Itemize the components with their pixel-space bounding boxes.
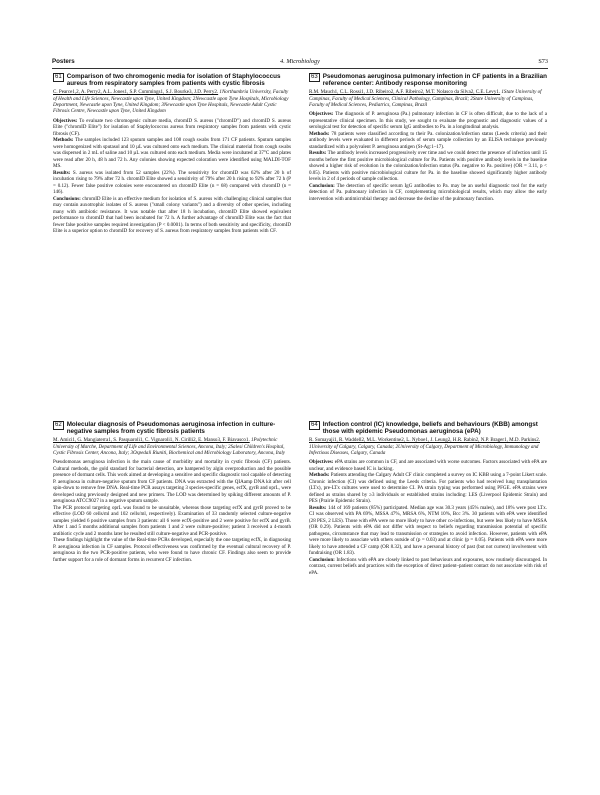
section-label: Objectives:: [309, 459, 334, 466]
section-label: Methods:: [309, 472, 330, 479]
affiliations: 1Polytechnic University of Marche, Department of Life and Environmental Sciences, Ancona, Italy; 2Salesi Children's Hospital, Cystic Fibrosis Center, Ancona, Italy; 3Ospedali Riuniti, Biochemical and Microbiology Laboratory, Ancona, Italy: [53, 437, 285, 456]
author-block: [309, 89, 547, 108]
conclusion-paragraph: [309, 183, 547, 203]
section-text: Patients attending the Calgary Adult CF clinic completed a survey on IC KBB using a 7-point Likert scale. Chronic infection (CI) was defined using the Leeds criteria. For patients who had received lung transplantation (LTx), pre-LTx cultures were used to determine CI. PA strain typing was performed using PFGE. ePA strains were defined as strains shared by ≥3 individuals or established strains including: LES (Liverpool Epidemic Strain) and PES (Prairie Epidemic Strain).: [309, 472, 548, 505]
section-label: Results:: [53, 169, 71, 176]
abstract-title-text: Comparison of two chromogenic media for isolation of Staphylococcus aureus from respiratory samples from patients with cystic fibrosis: [66, 73, 281, 88]
section-text: chromID Elite is an effective medium for isolation of S. aureus with challenging clinical samples that may contain auxotrophic isolates of S. aureus ("small colony variants") and a diversity of other species, including many with antibiotic resistance. It was notable that after 18 h incubation, chromID Elite showed equivalent performance to chromID that had been incubated for 72 h. A further advantage of chromID Elite was the fact that fewer false positive samples required investigation (P < 0.0001). In terms of both sensitivity and specificity, chromID Elite is a superior option to chromID for recovery of S. aureus from respiratory samples from patients with CF.: [53, 195, 292, 235]
abstract-title-text: Infection control (IC) knowledge, beliefs and behaviours (KBB) amongst those with epidemic Pseudomonas aeruginosa (ePA): [322, 421, 538, 436]
affiliations: 1Northumbria University, Faculty of Health and Life Sciences, Newcastle upon Tyne, United Kingdom; 2Newcastle upon Tyne Hospitals, Microbiology Department, Newcastle upon Tyne, United Kingdom; 3Newcastle upon Tyne Hospitals, Newcastle Adult Cystic Fibrosis Centre, Newcastle upon Tyne, United Kingdom: [53, 89, 289, 115]
section-text: The PCR protocol targeting oprL was found to be unsuitable, whereas those targeting ecfX and gyrB proved to be effective (LOD 60 cells/ml and 102 cells/ml, respectively). Examination of 33 randomly selected culture-negative samples yielded 6 positive samples from 3 patients: all 6 were ecfX-positive and 2 were positive for ecfX and gyrB. After 1 and 5 months additional samples from patients 1 and 2 were culture-positive; patient 3 received a 4-month antibiotic cycle and 2 months later he resulted still culture-negative and PCR-positive.: [53, 504, 291, 537]
results-paragraph: [309, 505, 547, 557]
section-text: S. aureus was isolated from 52 samples (22%). The sensitivity for chromID was 62% after 20 h of incubation rising to 79% after 72 h. chromID Elite showed a sensitivity of 79% after 20 h rising to 92% after 72 h (P = 0.12). Fewer false positive colonies were encountered on chromID Elite (n = 68) compared with chromID (n = 146).: [53, 169, 291, 196]
abstract-61: [53, 73, 291, 235]
section-label: Objectives:: [53, 117, 78, 124]
section-text: Pseudomonas aeruginosa infection is the main cause of morbidity and mortality in cystic fibrosis (CF) patients. Cultural methods, the gold standard for bacterial detection, are hampered by algin overproduction and the possible presence of dormant cells. This work aimed at developing a sensitive and specific diagnostic tool capable of detecting P. aeruginosa in culture-negative sputum from CF patients. DNA was extracted with the QIAamp DNA kit after cell spin-down to remove free DNA. Real-time PCR assays targeting 3 species-specific genes, ecfX, gyrB and oprL, were developed using previously designed and new primers. The LOD was determined by spiking different amounts of P. aeruginosa ATCC9027 in a negative sputum sample.: [53, 459, 291, 505]
abstract-title: [53, 421, 291, 435]
section-text: The diagnosis of P. aeruginosa (Pa.) pulmonary infection in CF is often difficult, due to the lack of a representative clinical specimen. In this study, we sought to evaluate the prognostic and diagnostic values of a serological test for detection of specific serum IgG antibodies to Pa. in a longitudinal analysis.: [309, 111, 547, 131]
abstract-63: [309, 73, 547, 202]
methods-paragraph: [53, 137, 291, 170]
section-label: Conclusion:: [309, 182, 335, 189]
abstract-title-text: Pseudomonas aeruginosa pulmonary infection in CF patients in a Brazilian reference center: Antibody response monitoring: [322, 73, 547, 88]
section-text: 78 patients were classified according to their Pa. colonization/infection status (Leeds criteria) and their antibody levels were evaluated in different periods of serum sample collection by an ELISA technique previously standardized with a polyvalent P. aeruginosa antigen (St-Ag:1–17).: [309, 130, 547, 150]
author-block: [309, 437, 547, 456]
conclusion-paragraph: [309, 557, 547, 577]
section-label: Conclusion:: [309, 556, 335, 563]
author-block: [53, 437, 291, 456]
section-text: ePA strains are common in CF, and are associated with worse outcomes. Factors associated with ePA are unclear, and evidence based IC is lacking.: [309, 459, 548, 472]
abstract-62: [53, 421, 291, 563]
abstract-number: 63: [311, 74, 318, 80]
section-label: Results:: [309, 504, 327, 511]
author-list: R. Somayaji1, R. Waddell2, M.L. Workentine2, L. Nyboe1, J. Leung2, H.R. Rabin2, N.P. Brager1, M.D. Parkins2.: [309, 437, 540, 444]
objectives-paragraph: [309, 459, 547, 472]
abstract-title: [309, 421, 547, 435]
section-text: The antibody levels increased progressively over time and we could detect the presence of infection until 15 months before the first positive microbiological culture for Pa. Patients with positive antibody levels in the baseline showed a higher risk of evolution in the colonization/infection status (Pa. negative to Pa. positive) (OR = 3.11, p < 0.05). Patients with positive microbiological culture for Pa. in the baseline showed significantly higher antibody levels in 2 of 4 periods of sample collection.: [309, 150, 548, 183]
section-text: To evaluate two chromogenic culture media, chromID S. aureus ("chromID") and chromID S. aureus Elite ("chromID Elite") for isolation of Staphylococcus aureus from respiratory samples from patients with cystic fibrosis (CF).: [53, 117, 291, 137]
category-label: 4. Microbiology: [280, 58, 320, 65]
section-label: Methods:: [53, 137, 74, 144]
author-list: R.M. Mauch1, C.L. Rossi1, J.D. Ribeiro2, A.F. Ribeiro2, M.T. Nolasco da Silva2, C.E. Levy1.: [309, 89, 501, 96]
body-paragraph: [53, 537, 291, 563]
methods-paragraph: [309, 131, 547, 151]
abstract-64: [309, 421, 547, 576]
objectives-paragraph: [309, 111, 547, 131]
section-text: These findings highlight the value of the Real-time PCRs developed, especially the one targeting ecfX, in diagnosing P. aeruginosa infection in CF samples. Protocol effectiveness was confirmed by the eventual cultural recovery of P. aeruginosa in the two PCR-positive patients, who were found to have chronic CF. Findings also seem to provide further support for a role of dormant forms in recurrent CF infection.: [53, 537, 291, 563]
section-label: Posters: [52, 58, 75, 65]
affiliations: 1State University of Campinas, Faculty of Medical Sciences, Clinical Pathology, Campinas, Brazil; 2State University of Campinas, Faculty of Medical Sciences, Pediatrics, Campinas, Brazil: [309, 89, 542, 108]
author-list: M. Amici1, G. Mangiaterra1, S. Pasquaroli1, C. Vignaroli1, N. Cirilli2, E. Manso3, F. Biavasco1.: [53, 437, 250, 444]
section-text: 144 of 169 patients (85%) participated. Median age was 30.3 years (45% males), and 18% were post LTx. CI was observed with PA 69%, MSSA 47%, MRSA 6%, NTM 10%, Bcc 3%. 30 patients with ePA were identified (28 PES, 2 LES). Those with ePA were no more likely to have other co-infections, but were less likely to have MSSA (OR 0.29). Patients with ePA did not differ with respect to beliefs regarding transmission potential of specific pathogens, circumstance that may lead to transmission or strategies to avoid infection. However, patients with ePA were more likely to associate with others outside of (p = 0.03) and at clinic (p = 0.05). Patients with ePA were more likely to have attended a CF camp (OR 8.32), and have a personal history of past (but not current) involvement with fundraising (OR 1.83).: [309, 504, 548, 557]
section-text: The samples included 123 sputum samples and 108 cough swabs from 171 CF patients. Sputum samples were homogenized with sputasol and 10 µL was cultured onto each medium. The clinical material from cough swabs was dispersed in 2 mL of saline and 10 µL was cultured onto each medium. Media were incubated at 37°C and plates were read after 20 h, 48 h and 72 h. Any colonies showing expected coloration were identified using MALDI-TOF MS.: [53, 137, 291, 170]
abstract-title-text: Molecular diagnosis of Pseudomonas aeruginosa infection in culture-negative samples from cystic fibrosis patients: [66, 421, 276, 436]
methods-paragraph: [309, 472, 547, 505]
author-list: C. Pearce1,2, A. Perry2, A.L. Jones1, S.P. Cummings1, S.J. Bourke3, J.D. Perry2.: [53, 89, 219, 96]
section-label: Conclusions:: [53, 195, 81, 202]
conclusions-paragraph: [53, 196, 291, 235]
section-label: Methods:: [309, 130, 330, 137]
abstract-number: 61: [55, 74, 62, 80]
body-paragraph: [53, 459, 291, 505]
body-paragraph: [53, 505, 291, 538]
objectives-paragraph: [53, 118, 291, 138]
author-block: [53, 89, 291, 115]
section-label: Results:: [309, 150, 327, 157]
section-label: Objectives:: [309, 111, 334, 118]
header-rule: [52, 68, 548, 69]
abstract-number: 62: [55, 422, 62, 428]
results-paragraph: [53, 170, 291, 196]
page-number: S73: [538, 58, 548, 65]
section-text: Infections with ePA are closely linked to past behaviours and exposures, now routinely discouraged. In contrast, current beliefs and practices with the exception of direct patient–patient contact do not associate with risk of ePA.: [309, 556, 548, 576]
abstract-title: [53, 73, 291, 87]
abstract-number: 64: [311, 422, 318, 428]
results-paragraph: [309, 150, 547, 183]
affiliations: 1University of Calgary, Calgary, Canada; 2University of Calgary, Department of Microbiology, Immunology and Infectious Diseases, Calgary, Canada: [309, 443, 539, 456]
section-text: The detection of specific serum IgG antibodies to Pa. may be an useful diagnostic tool for the early detection of Pa. pulmonary infection in CF, complementing microbiological results, which may allow the early intervention with antimicrobial therapy and decrease the decline of the pulmonary function.: [309, 182, 547, 202]
abstract-title: [309, 73, 547, 87]
